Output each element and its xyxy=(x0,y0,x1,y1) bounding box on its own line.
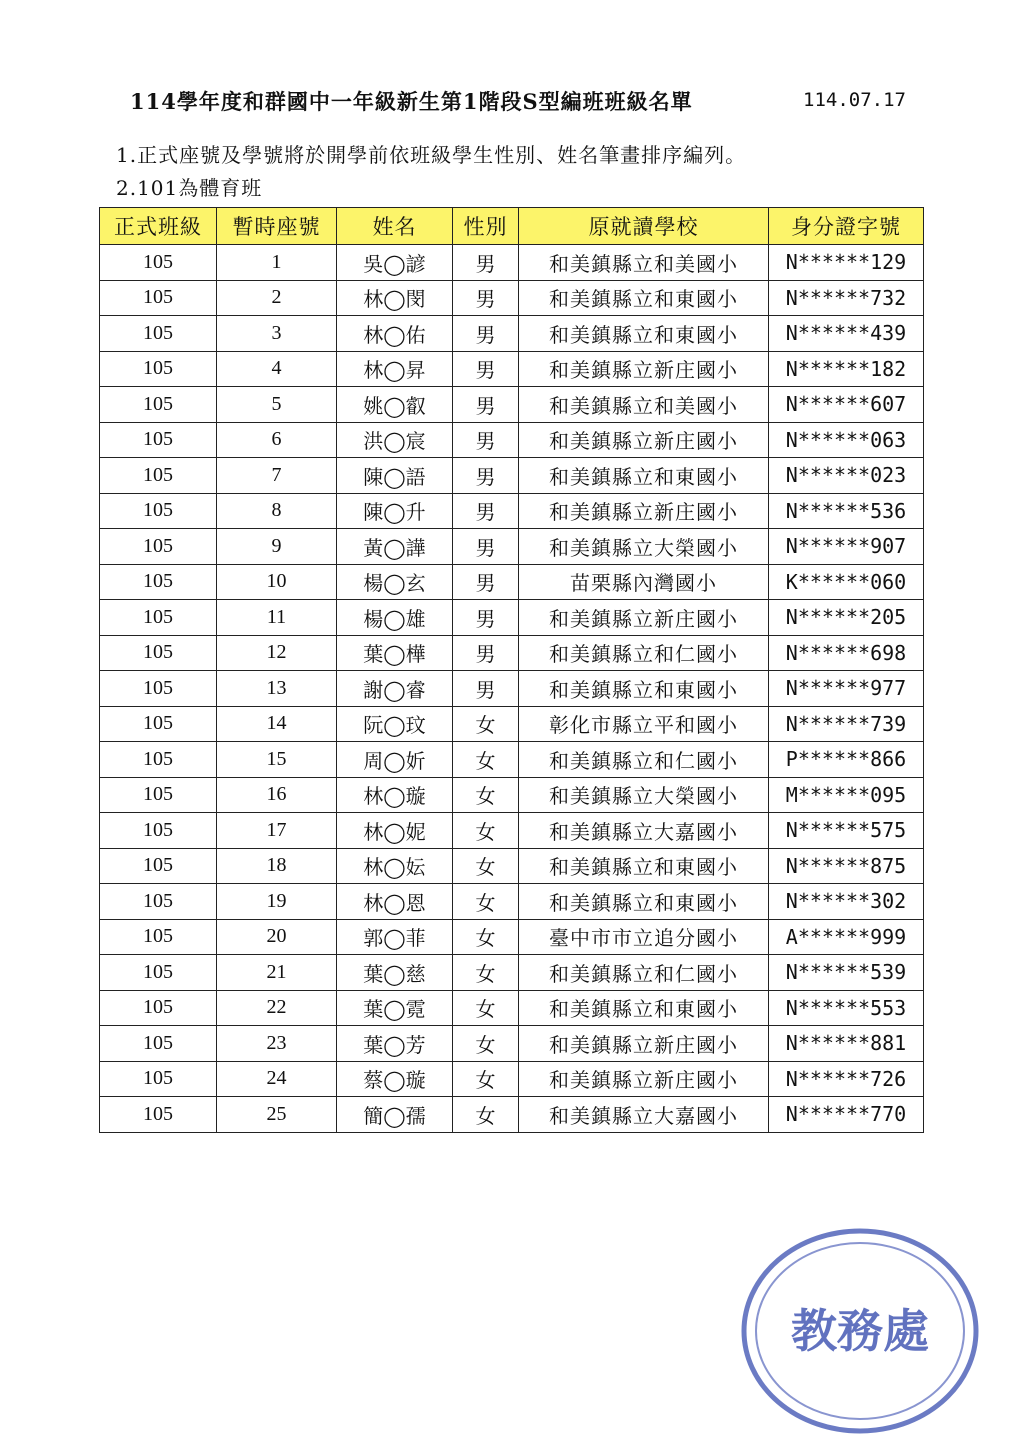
cell-school: 和美鎮縣立大嘉國小 xyxy=(519,813,769,849)
cell-school: 和美鎮縣立和東國小 xyxy=(519,280,769,316)
cell-gender: 男 xyxy=(453,600,519,636)
note-sports-class: 2.101為體育班 xyxy=(116,176,263,200)
cell-gender: 女 xyxy=(453,813,519,849)
cell-class: 105 xyxy=(100,1097,217,1133)
cell-name: 葉◯慈 xyxy=(337,955,453,991)
cell-name: 林◯妮 xyxy=(337,813,453,849)
cell-school: 彰化市縣立平和國小 xyxy=(519,706,769,742)
cell-name: 林◯佑 xyxy=(337,316,453,352)
cell-id-number: N******063 xyxy=(769,422,924,458)
cell-name: 林◯恩 xyxy=(337,884,453,920)
school-seal-stamp xyxy=(738,1225,982,1437)
cell-name: 洪◯宸 xyxy=(337,422,453,458)
cell-school: 和美鎮縣立大嘉國小 xyxy=(519,1097,769,1133)
cell-school: 和美鎮縣立新庄國小 xyxy=(519,1061,769,1097)
cell-seat: 21 xyxy=(217,955,337,991)
table-row xyxy=(100,990,924,1026)
cell-school: 和美鎮縣立和仁國小 xyxy=(519,955,769,991)
table-row xyxy=(100,422,924,458)
table-row xyxy=(100,458,924,494)
table-row xyxy=(100,813,924,849)
cell-gender: 女 xyxy=(453,742,519,778)
cell-gender: 男 xyxy=(453,493,519,529)
cell-school: 和美鎮縣立和東國小 xyxy=(519,671,769,707)
cell-school: 和美鎮縣立和仁國小 xyxy=(519,742,769,778)
cell-seat: 8 xyxy=(217,493,337,529)
cell-class: 105 xyxy=(100,706,217,742)
cell-school: 和美鎮縣立和東國小 xyxy=(519,990,769,1026)
cell-class: 105 xyxy=(100,813,217,849)
cell-class: 105 xyxy=(100,955,217,991)
cell-gender: 男 xyxy=(453,422,519,458)
cell-name: 周◯妡 xyxy=(337,742,453,778)
table-row xyxy=(100,706,924,742)
cell-school: 苗栗縣內灣國小 xyxy=(519,564,769,600)
cell-name: 林◯妘 xyxy=(337,848,453,884)
cell-name: 姚◯叡 xyxy=(337,387,453,423)
cell-seat: 5 xyxy=(217,387,337,423)
cell-seat: 2 xyxy=(217,280,337,316)
cell-gender: 男 xyxy=(453,529,519,565)
cell-name: 葉◯樺 xyxy=(337,635,453,671)
cell-class: 105 xyxy=(100,280,217,316)
table-row xyxy=(100,671,924,707)
cell-seat: 23 xyxy=(217,1026,337,1062)
table-row xyxy=(100,316,924,352)
cell-name: 黃◯譁 xyxy=(337,529,453,565)
cell-seat: 1 xyxy=(217,245,337,281)
cell-class: 105 xyxy=(100,742,217,778)
cell-class: 105 xyxy=(100,777,217,813)
cell-class: 105 xyxy=(100,458,217,494)
cell-id-number: A******999 xyxy=(769,919,924,955)
cell-seat: 11 xyxy=(217,600,337,636)
cell-gender: 女 xyxy=(453,1061,519,1097)
cell-gender: 女 xyxy=(453,990,519,1026)
cell-gender: 男 xyxy=(453,635,519,671)
cell-class: 105 xyxy=(100,564,217,600)
cell-gender: 男 xyxy=(453,351,519,387)
cell-id-number: N******739 xyxy=(769,706,924,742)
document-title: 114學年度和群國中一年級新生第1階段S型編班班級名單 xyxy=(130,89,693,114)
cell-school: 和美鎮縣立新庄國小 xyxy=(519,600,769,636)
cell-school: 和美鎮縣立新庄國小 xyxy=(519,1026,769,1062)
seal-center-text: 教務處 xyxy=(791,1304,929,1358)
cell-id-number: N******881 xyxy=(769,1026,924,1062)
cell-seat: 3 xyxy=(217,316,337,352)
cell-class: 105 xyxy=(100,493,217,529)
table-row xyxy=(100,635,924,671)
column-header-class: 正式班級 xyxy=(100,208,217,245)
cell-seat: 12 xyxy=(217,635,337,671)
cell-id-number: N******023 xyxy=(769,458,924,494)
cell-class: 105 xyxy=(100,848,217,884)
cell-id-number: P******866 xyxy=(769,742,924,778)
cell-name: 林◯璇 xyxy=(337,777,453,813)
cell-class: 105 xyxy=(100,529,217,565)
cell-gender: 男 xyxy=(453,671,519,707)
cell-gender: 男 xyxy=(453,245,519,281)
note-seat-number: 1.正式座號及學號將於開學前依班級學生性別、姓名筆畫排序編列。 xyxy=(116,143,747,167)
cell-seat: 18 xyxy=(217,848,337,884)
cell-id-number: N******553 xyxy=(769,990,924,1026)
cell-school: 和美鎮縣立和東國小 xyxy=(519,316,769,352)
cell-school: 和美鎮縣立大榮國小 xyxy=(519,529,769,565)
cell-seat: 4 xyxy=(217,351,337,387)
cell-name: 林◯昇 xyxy=(337,351,453,387)
table-row xyxy=(100,884,924,920)
column-header-gender: 性別 xyxy=(453,208,519,245)
cell-id-number: N******977 xyxy=(769,671,924,707)
cell-seat: 15 xyxy=(217,742,337,778)
cell-name: 楊◯玄 xyxy=(337,564,453,600)
cell-gender: 男 xyxy=(453,280,519,316)
cell-class: 105 xyxy=(100,316,217,352)
class-roster-table xyxy=(99,207,924,1133)
cell-id-number: N******129 xyxy=(769,245,924,281)
cell-school: 和美鎮縣立新庄國小 xyxy=(519,422,769,458)
cell-name: 葉◯霓 xyxy=(337,990,453,1026)
cell-id-number: N******875 xyxy=(769,848,924,884)
cell-class: 105 xyxy=(100,635,217,671)
cell-gender: 女 xyxy=(453,848,519,884)
table-header-row xyxy=(100,208,924,245)
cell-name: 吳◯諺 xyxy=(337,245,453,281)
cell-school: 和美鎮縣立和美國小 xyxy=(519,387,769,423)
cell-gender: 女 xyxy=(453,919,519,955)
table-row xyxy=(100,919,924,955)
cell-name: 林◯閔 xyxy=(337,280,453,316)
cell-gender: 女 xyxy=(453,955,519,991)
cell-name: 阮◯玟 xyxy=(337,706,453,742)
cell-id-number: N******770 xyxy=(769,1097,924,1133)
cell-seat: 25 xyxy=(217,1097,337,1133)
cell-gender: 男 xyxy=(453,387,519,423)
cell-id-number: N******907 xyxy=(769,529,924,565)
column-header-name: 姓名 xyxy=(337,208,453,245)
cell-gender: 女 xyxy=(453,1026,519,1062)
table-row xyxy=(100,280,924,316)
cell-seat: 22 xyxy=(217,990,337,1026)
cell-id-number: N******732 xyxy=(769,280,924,316)
cell-id-number: N******302 xyxy=(769,884,924,920)
cell-class: 105 xyxy=(100,600,217,636)
cell-seat: 10 xyxy=(217,564,337,600)
cell-seat: 9 xyxy=(217,529,337,565)
cell-class: 105 xyxy=(100,422,217,458)
cell-id-number: M******095 xyxy=(769,777,924,813)
cell-id-number: K******060 xyxy=(769,564,924,600)
cell-school: 和美鎮縣立和東國小 xyxy=(519,884,769,920)
cell-class: 105 xyxy=(100,387,217,423)
cell-name: 郭◯菲 xyxy=(337,919,453,955)
table-row xyxy=(100,387,924,423)
cell-name: 陳◯升 xyxy=(337,493,453,529)
column-header-school: 原就讀學校 xyxy=(519,208,769,245)
cell-name: 楊◯雄 xyxy=(337,600,453,636)
cell-id-number: N******726 xyxy=(769,1061,924,1097)
cell-school: 和美鎮縣立新庄國小 xyxy=(519,493,769,529)
cell-seat: 7 xyxy=(217,458,337,494)
table-row xyxy=(100,564,924,600)
table-row xyxy=(100,529,924,565)
cell-school: 和美鎮縣立和美國小 xyxy=(519,245,769,281)
cell-school: 和美鎮縣立大榮國小 xyxy=(519,777,769,813)
cell-id-number: N******205 xyxy=(769,600,924,636)
cell-name: 陳◯語 xyxy=(337,458,453,494)
cell-class: 105 xyxy=(100,245,217,281)
cell-school: 和美鎮縣立和東國小 xyxy=(519,458,769,494)
cell-seat: 20 xyxy=(217,919,337,955)
cell-gender: 女 xyxy=(453,777,519,813)
cell-school: 和美鎮縣立和仁國小 xyxy=(519,635,769,671)
cell-id-number: N******439 xyxy=(769,316,924,352)
cell-class: 105 xyxy=(100,351,217,387)
cell-seat: 6 xyxy=(217,422,337,458)
column-header-id: 身分證字號 xyxy=(769,208,924,245)
cell-name: 葉◯芳 xyxy=(337,1026,453,1062)
cell-seat: 17 xyxy=(217,813,337,849)
cell-school: 臺中市市立追分國小 xyxy=(519,919,769,955)
cell-class: 105 xyxy=(100,1026,217,1062)
document-date: 114.07.17 xyxy=(803,89,906,111)
cell-id-number: N******182 xyxy=(769,351,924,387)
cell-name: 簡◯孺 xyxy=(337,1097,453,1133)
cell-seat: 19 xyxy=(217,884,337,920)
cell-id-number: N******698 xyxy=(769,635,924,671)
cell-school: 和美鎮縣立新庄國小 xyxy=(519,351,769,387)
cell-class: 105 xyxy=(100,990,217,1026)
table-row xyxy=(100,1026,924,1062)
table-row xyxy=(100,955,924,991)
table-row xyxy=(100,245,924,281)
cell-id-number: N******607 xyxy=(769,387,924,423)
column-header-seat: 暫時座號 xyxy=(217,208,337,245)
cell-seat: 14 xyxy=(217,706,337,742)
cell-name: 謝◯睿 xyxy=(337,671,453,707)
cell-class: 105 xyxy=(100,1061,217,1097)
table-row xyxy=(100,600,924,636)
table-row xyxy=(100,351,924,387)
cell-seat: 13 xyxy=(217,671,337,707)
table-row xyxy=(100,742,924,778)
table-row xyxy=(100,848,924,884)
table-row xyxy=(100,1097,924,1133)
cell-gender: 男 xyxy=(453,458,519,494)
cell-class: 105 xyxy=(100,919,217,955)
cell-school: 和美鎮縣立和東國小 xyxy=(519,848,769,884)
table-row xyxy=(100,493,924,529)
cell-id-number: N******536 xyxy=(769,493,924,529)
cell-gender: 男 xyxy=(453,316,519,352)
cell-gender: 女 xyxy=(453,884,519,920)
cell-class: 105 xyxy=(100,671,217,707)
cell-gender: 男 xyxy=(453,564,519,600)
cell-id-number: N******539 xyxy=(769,955,924,991)
table-row xyxy=(100,777,924,813)
cell-seat: 16 xyxy=(217,777,337,813)
table-row xyxy=(100,1061,924,1097)
cell-class: 105 xyxy=(100,884,217,920)
cell-id-number: N******575 xyxy=(769,813,924,849)
cell-gender: 女 xyxy=(453,706,519,742)
cell-name: 蔡◯璇 xyxy=(337,1061,453,1097)
cell-seat: 24 xyxy=(217,1061,337,1097)
cell-gender: 女 xyxy=(453,1097,519,1133)
